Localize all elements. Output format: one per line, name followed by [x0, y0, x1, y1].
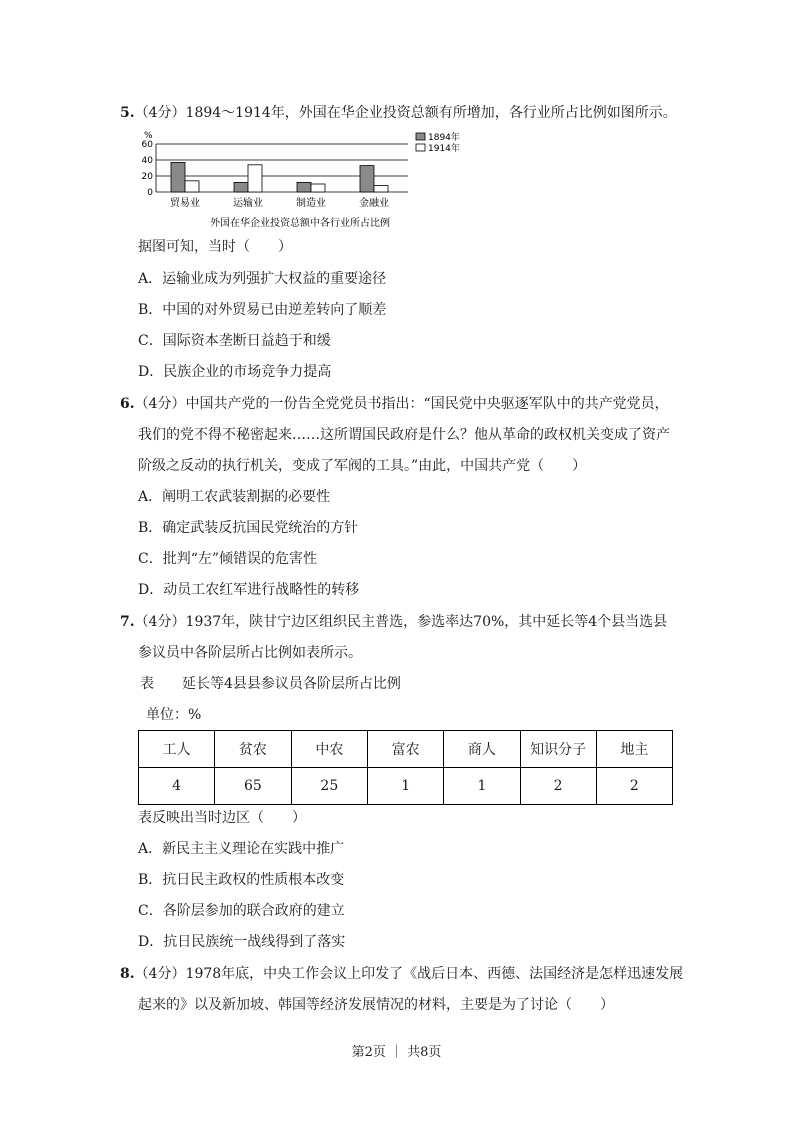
chart-bar-1914	[185, 181, 199, 192]
chart-title: 外国在华企业投资总额中各行业所占比例	[210, 218, 390, 229]
q6-option-d: D．动员工农红军进行战略性的转移	[138, 582, 360, 598]
q7-table-caption: 表 延长等4县县参议员各阶层所占比例	[140, 676, 401, 692]
chart-y-tick-label: 0	[147, 188, 153, 198]
chart-y-tick-label: 60	[141, 140, 153, 150]
q5-prompt: 据图可知，当时（ ）	[138, 239, 292, 255]
table-header-cell: 地主	[596, 731, 672, 768]
chart-x-tick-label: 贸易业	[170, 198, 200, 209]
table-header-cell: 知识分子	[520, 731, 596, 768]
q8-stem-line1	[120, 964, 683, 984]
chart-y-tick-label: 20	[141, 172, 153, 182]
q7-option-d: D．抗日民族统一战线得到了落实	[138, 934, 346, 950]
table-header-cell: 工人	[139, 731, 215, 768]
q6-stem-line2: 我们的党不得不秘密起来……这所谓国民政府是什么？他从革命的政权机关变成了资产	[138, 427, 670, 443]
q6-option-b: B．确定武装反抗国民党统治的方针	[138, 520, 359, 536]
table-cell: 65	[215, 768, 291, 805]
chart-bar-1894	[360, 166, 374, 192]
chart-bar-1914	[311, 184, 325, 192]
q5-stem	[120, 103, 677, 123]
q6-option-c: C．批判“左”倾错误的危害性	[138, 551, 318, 567]
q5-option-b: B．中国的对外贸易已由逆差转向了顺差	[138, 302, 387, 318]
q5-option-c: C．国际资本垄断日益趋于和缓	[138, 333, 331, 349]
q7-stem-line2: 参议员中各阶层所占比例如表所示。	[138, 645, 362, 661]
q7-text-1: （4分）1937年，陕甘宁边区组织民主普选，参选率达70%，其中延长等4个县当选县	[134, 614, 668, 630]
q6-stem-line3: 阶级之反动的执行机关，变成了军阀的工具。”由此，中国共产党（ ）	[138, 458, 587, 474]
page-footer: 第2页 ｜ 共8页	[351, 1045, 442, 1060]
q5-number: 5.	[120, 105, 135, 121]
q5-option-a: A．运输业成为列强扩大权益的重要途径	[138, 271, 387, 287]
chart-bar-1914	[248, 165, 262, 192]
q6-stem-line1	[120, 394, 669, 414]
q7-table-unit: 单位：%	[146, 707, 202, 723]
table-header-row	[139, 731, 673, 768]
table-row	[139, 768, 673, 805]
table-cell: 2	[596, 768, 672, 805]
table-cell: 1	[444, 768, 520, 805]
q7-option-a: A．新民主主义理论在实践中推广	[138, 841, 345, 857]
q6-number: 6.	[120, 396, 135, 412]
chart-legend-label: 1894年	[428, 133, 460, 143]
q7-number: 7.	[120, 614, 135, 630]
chart-y-unit: %	[144, 131, 153, 141]
q6-option-a: A．阐明工农武装割据的必要性	[138, 489, 331, 505]
table-header-cell: 贫农	[215, 731, 291, 768]
q8-text-1: （4分）1978年底，中央工作会议上印发了《战后日本、西德、法国经济是怎样迅速发展	[134, 966, 684, 982]
chart-legend-swatch	[416, 144, 425, 151]
q7-option-c: C．各阶层参加的联合政府的建立	[138, 903, 345, 919]
q7-prompt: 表反映出当时边区（ ）	[138, 810, 306, 826]
q8-stem-line2: 起来的》以及新加坡、韩国等经济发展情况的材料，主要是为了讨论（ ）	[138, 997, 614, 1013]
q7-option-b: B．抗日民主政权的性质根本改变	[138, 872, 345, 888]
chart-legend-swatch	[416, 133, 425, 140]
chart-bar-1894	[234, 182, 248, 192]
chart-x-tick-label: 金融业	[359, 198, 389, 209]
q5-text: （4分）1894～1914年，外国在华企业投资总额有所增加，各行业所占比例如图所示。	[134, 105, 677, 121]
q7-stem-line1	[120, 612, 667, 632]
table-header-cell: 富农	[368, 731, 444, 768]
table-cell: 2	[520, 768, 596, 805]
chart-x-tick-label: 运输业	[233, 198, 263, 209]
table-cell: 25	[291, 768, 367, 805]
table-header-cell: 中农	[291, 731, 367, 768]
q8-number: 8.	[120, 966, 135, 982]
q5-option-d: D．民族企业的市场竞争力提高	[138, 364, 332, 380]
table-header-cell: 商人	[444, 731, 520, 768]
chart-bar-1894	[171, 162, 185, 192]
chart-x-tick-label: 制造业	[296, 198, 326, 209]
table-cell: 4	[139, 768, 215, 805]
chart-y-tick-label: 40	[141, 156, 153, 166]
chart-legend-label: 1914年	[428, 144, 460, 154]
q7-table	[138, 730, 673, 805]
chart-bar-1894	[297, 182, 311, 192]
table-cell: 1	[368, 768, 444, 805]
q5-chart	[140, 126, 470, 232]
chart-bar-1914	[374, 186, 388, 192]
q6-text-1: （4分）中国共产党的一份告全党党员书指出：“国民党中央驱逐军队中的共产党党员，	[134, 396, 669, 412]
